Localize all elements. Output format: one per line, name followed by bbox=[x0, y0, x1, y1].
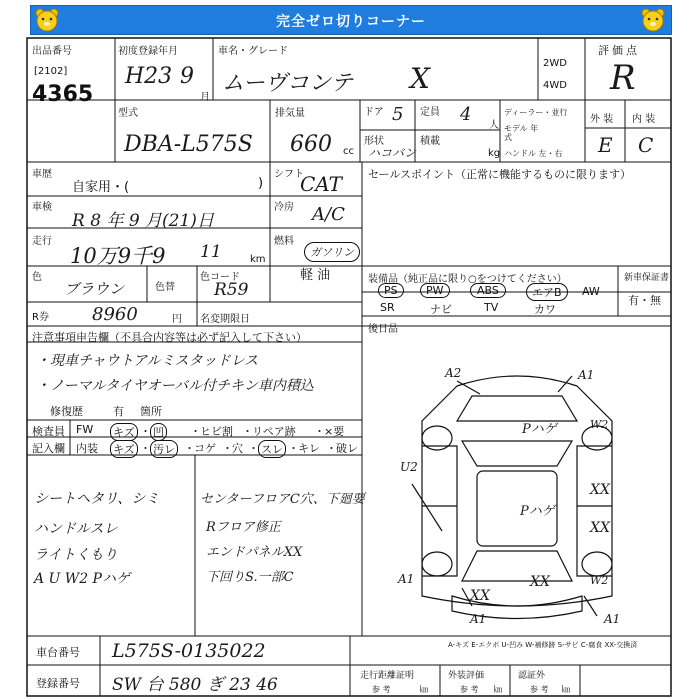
registration-label: 登録番号 bbox=[36, 677, 80, 690]
equipment-airbag: エアB bbox=[526, 283, 568, 301]
color-value: ブラウン bbox=[64, 280, 125, 298]
drive-4wd: 4WD bbox=[543, 80, 567, 91]
lot-label: 出品番号 bbox=[32, 46, 72, 57]
equipment-ps: PS bbox=[378, 283, 404, 298]
inspector-r1-sep4: ・ bbox=[314, 425, 325, 438]
inspector-row1-head: FW bbox=[76, 423, 94, 436]
recycle-value: 8960 bbox=[92, 304, 138, 325]
inspector-r1-sep3: ・ bbox=[242, 425, 253, 438]
first-registration-label: 初度登録年月 bbox=[118, 46, 178, 57]
equipment-pw: PW bbox=[420, 283, 450, 298]
history-label: 車歴 bbox=[32, 169, 52, 180]
remark-left-1: シートヘタリ、シミ bbox=[34, 491, 160, 507]
warranty-value: 有・無 bbox=[628, 294, 661, 307]
equipment-aw: AW bbox=[582, 285, 600, 298]
inspector-r2-hole: 穴 bbox=[232, 442, 243, 455]
capacity-label: 定員 bbox=[420, 107, 440, 118]
name-change-label: 名変期限日 bbox=[200, 314, 250, 325]
inspector-r2-sep4: ・ bbox=[248, 442, 259, 455]
shape-label: 形状 bbox=[364, 136, 384, 147]
recycle-unit: 円 bbox=[172, 314, 182, 325]
inspector-r1-scratch: キズ bbox=[110, 423, 138, 441]
inspector-r1-need: ×要 bbox=[324, 425, 345, 438]
mileage-value: 10万9千9 bbox=[70, 244, 166, 268]
inspector-r1-repair: リペア跡 bbox=[252, 425, 296, 438]
inspector-row2-head: 内装 bbox=[76, 442, 98, 455]
notes-label: 注意事項申告欄（不具合内容等は必ず記入して下さい） bbox=[32, 331, 307, 344]
diagram-a1-right: A1 bbox=[604, 612, 621, 626]
first-registration-month: 9 bbox=[180, 64, 194, 89]
grade-score-value: R bbox=[610, 58, 636, 98]
model-year-label: モデル 年式 bbox=[504, 124, 539, 142]
inspection-value: R 8 年 9 月(21)日 bbox=[72, 211, 214, 231]
mileage-cert-sub: 参 考 bbox=[372, 685, 391, 694]
mileage-unit: km bbox=[250, 254, 266, 265]
diagram-a1-top: A1 bbox=[578, 368, 595, 382]
interior-value: C bbox=[638, 133, 654, 157]
diagram-a1-left: A1 bbox=[398, 572, 415, 586]
first-registration-year: H23 bbox=[125, 64, 173, 89]
grade-score-label: 評価点 bbox=[598, 44, 640, 57]
displacement-label: 排気量 bbox=[275, 108, 305, 119]
registration-value: SW 台 580 ぎ 23 46 bbox=[112, 675, 278, 695]
displacement-unit: cc bbox=[343, 146, 354, 157]
cert-sub: 参 考 bbox=[530, 685, 549, 694]
model-label: 型式 bbox=[118, 108, 138, 119]
diagram-xx-4: XX bbox=[470, 588, 490, 604]
diagram-w2-bottom: W2 bbox=[590, 574, 609, 587]
inspector-entry-label: 記入欄 bbox=[32, 442, 65, 455]
header-title: 完全ゼロ切りコーナー bbox=[276, 14, 426, 30]
inspector-r1-crack: ヒビ割 bbox=[200, 425, 233, 438]
selling-points-label: セールスポイント（正常に機能するものに限ります） bbox=[368, 168, 632, 181]
inspector-r1-dent: 凹 bbox=[150, 423, 167, 441]
cert-unit: ㎞ bbox=[562, 685, 570, 694]
warranty-label: 新車保証書 bbox=[624, 273, 670, 283]
repair-history-label: 修復歴 bbox=[50, 405, 83, 418]
fuel-label: 燃料 bbox=[274, 236, 294, 247]
equipment-abs: ABS bbox=[470, 283, 506, 298]
inspector-r2-burn: コゲ bbox=[194, 442, 216, 455]
inspector-r2-sep: ・ bbox=[140, 442, 151, 455]
chassis-value: L575S-0135022 bbox=[112, 640, 266, 662]
remark-left-4: A U W2 Pハゲ bbox=[34, 571, 130, 587]
history-value: 自家用・( bbox=[72, 180, 130, 195]
damage-legend: A-キズ E-エクボ U-凹み W-補修跡 S-サビ C-腐食 XX-交換済 bbox=[448, 641, 638, 649]
notes-line2: ・ノーマルタイヤオーバル付チキン車内積込 bbox=[36, 378, 314, 394]
inspector-r2-sep6: ・ bbox=[326, 442, 337, 455]
diagram-u2: U2 bbox=[400, 460, 418, 474]
shape-value: ハコバン bbox=[368, 146, 417, 160]
exterior-eval-label: 外装評価 bbox=[448, 671, 485, 681]
capacity-value: 4 bbox=[460, 104, 472, 125]
inspector-r2-stain: 汚レ bbox=[150, 440, 178, 458]
load-unit: kg bbox=[488, 148, 501, 159]
chassis-label: 車台番号 bbox=[36, 646, 80, 659]
handle-label: ハンドル 左・右 bbox=[504, 149, 563, 158]
lot-code: [2102] bbox=[34, 66, 68, 77]
car-name-label: 車名・グレード bbox=[218, 46, 288, 57]
car-name-value: ムーヴコンテ bbox=[222, 71, 353, 96]
shift-label: シフト bbox=[274, 169, 304, 180]
diagram-xx-1: XX bbox=[590, 482, 610, 498]
diagram-a2: A2 bbox=[445, 366, 462, 380]
interior-label: 内 装 bbox=[632, 114, 656, 125]
remark-right-2: Rフロア修正 bbox=[206, 520, 281, 535]
equipment-leather: カワ bbox=[534, 303, 556, 316]
mileage-cert-unit: ㎞ bbox=[420, 685, 428, 694]
equipment-sr: SR bbox=[380, 301, 395, 314]
repair-history-place: 箇所 bbox=[140, 405, 162, 418]
remark-left-2: ハンドルスレ bbox=[34, 521, 118, 537]
dealer-label: ディーラー・並行 bbox=[504, 108, 568, 117]
diagram-xx-2: XX bbox=[590, 520, 610, 536]
load-label: 積載 bbox=[420, 136, 440, 147]
inspector-r2-wear: スレ bbox=[258, 440, 286, 458]
equipment-tv: TV bbox=[484, 301, 499, 314]
equipment-navi: ナビ bbox=[430, 303, 452, 316]
inspector-r2-scratch: キズ bbox=[110, 440, 138, 458]
cert-label: 認証外 bbox=[518, 671, 546, 681]
color-change-label: 色替 bbox=[155, 282, 175, 293]
doors-value: 5 bbox=[392, 104, 404, 125]
doors-label: ドア bbox=[364, 107, 384, 118]
remark-right-1: センターフロアC穴、下廻要 bbox=[200, 492, 365, 507]
inspector-r1-sep: ・ bbox=[140, 425, 151, 438]
fuel-diesel: 軽 油 bbox=[300, 268, 331, 283]
inspector-r2-sep5: ・ bbox=[288, 442, 299, 455]
mileage-value2: 11 bbox=[200, 242, 222, 262]
inspector-r2-cut: キレ bbox=[298, 442, 320, 455]
remark-right-3: エンドパネルXX bbox=[206, 545, 303, 560]
remark-left-3: ライトくもり bbox=[34, 547, 118, 563]
diagram-p-hage-1: Pハゲ bbox=[522, 422, 557, 437]
recycle-label: R券 bbox=[32, 312, 49, 323]
exterior-eval-sub: 参 考 bbox=[460, 685, 479, 694]
car-body-diagram bbox=[362, 326, 671, 636]
aircon-value: A/C bbox=[312, 204, 345, 225]
color-code-value: R59 bbox=[214, 280, 249, 300]
color-code-label: 色コード bbox=[200, 272, 240, 283]
drive-2wd: 2WD bbox=[543, 58, 567, 69]
inspector-r2-tear: 破レ bbox=[336, 442, 358, 455]
remark-right-4: 下回りS.一部C bbox=[206, 570, 294, 585]
diagram-a1-bottom: A1 bbox=[470, 612, 487, 626]
rear-items-label: 後日品 bbox=[368, 324, 398, 335]
first-registration-month-unit: 月 bbox=[200, 92, 210, 103]
repair-history-value: 有 bbox=[113, 405, 124, 418]
inspector-r2-sep2: ・ bbox=[184, 442, 195, 455]
exterior-eval-unit: ㎞ bbox=[494, 685, 502, 694]
color-label: 色 bbox=[32, 272, 42, 283]
diagram-p-hage-2: Pハゲ bbox=[520, 504, 555, 519]
exterior-label: 外 装 bbox=[590, 114, 614, 125]
notes-line1: ・現車チャウトアルミスタッドレス bbox=[36, 353, 259, 369]
inspection-label: 車検 bbox=[32, 202, 52, 213]
exterior-value: E bbox=[598, 133, 613, 157]
mileage-cert-label: 走行距離証明 bbox=[360, 671, 415, 681]
history-close: ) bbox=[258, 176, 264, 191]
fuel-gasoline: ガソリン bbox=[304, 242, 360, 262]
mileage-label: 走行 bbox=[32, 236, 52, 247]
equipment-label: 装備品（純正品に限り○をつけてください） bbox=[368, 274, 567, 285]
displacement-value: 660 bbox=[290, 132, 332, 157]
inspector-r1-sep2: ・ bbox=[190, 425, 201, 438]
capacity-unit: 人 bbox=[489, 120, 499, 131]
lot-number: 4365 bbox=[32, 82, 94, 107]
model-value: DBA-L575S bbox=[124, 132, 253, 157]
inspector-label: 検査員 bbox=[32, 425, 65, 438]
aircon-label: 冷房 bbox=[274, 202, 294, 213]
car-grade-value: X bbox=[410, 62, 430, 95]
diagram-w2-top: W2 bbox=[590, 418, 609, 431]
shift-value: CAT bbox=[300, 172, 342, 196]
diagram-xx-3: XX bbox=[530, 574, 550, 590]
inspector-r2-sep3: ・ bbox=[222, 442, 233, 455]
